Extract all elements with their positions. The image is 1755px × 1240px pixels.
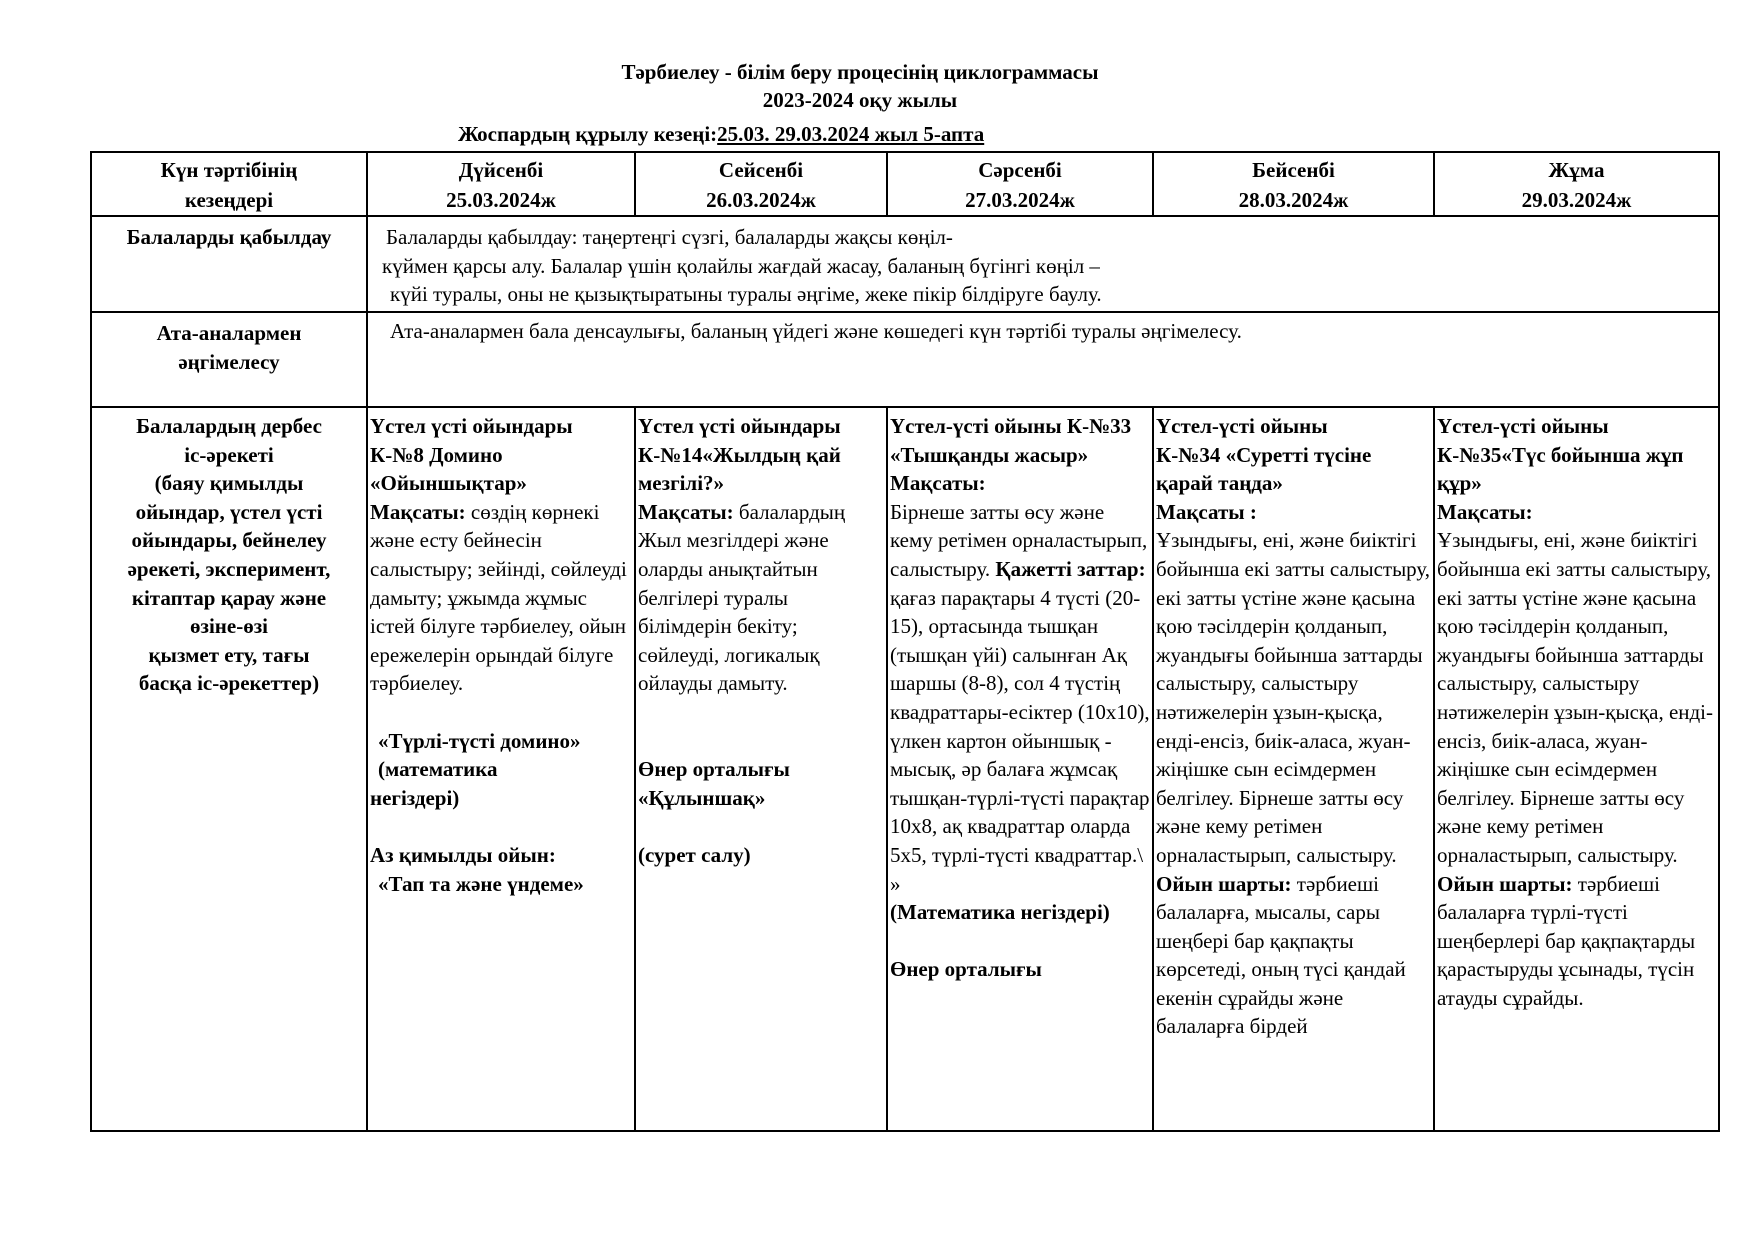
- column-header-monday: [367, 152, 635, 216]
- rules-label: Ойын шарты:: [1437, 871, 1573, 896]
- day-date: 29.03.2024ж: [1521, 188, 1632, 212]
- academic-year: 2023-2024 оқу жылы: [762, 88, 958, 112]
- activity-goal: [890, 498, 1150, 898]
- activity-name: «Ойыншықтар»: [370, 471, 527, 496]
- column-header-thursday: [1153, 152, 1434, 216]
- low-mobility-game-name: «Тап та және үндеме»: [378, 871, 584, 896]
- tuesday-activity: [635, 407, 887, 1131]
- row-label-line: Балалардың дербес: [136, 414, 322, 438]
- plan-period: [458, 120, 984, 148]
- text-line: күйі туралы, оны не қызықтыратыны туралы әңгіме, жеке пікір білдіруге баулу.: [390, 282, 1102, 307]
- art-center-label: Өнер орталығы: [890, 957, 1042, 982]
- column-header-tuesday: [635, 152, 887, 216]
- materials-text: қағаз парақтары 4 түсті (20-15), ортасында тышқан (тышқан үйі) салынған Ақ шаршы (8-8), сол 4 түстің квадраттары-есіктер (10х10), үлкен картон ойыншық - мысық, әр балаға жұмсақ тышқан-түрлі-түсті парақтар 10х8, ақ квадраттар оларда 5х5, түрлі-түсті квадраттар.\ »: [890, 585, 1150, 896]
- activity-title: Үстел-үсті ойыны: [1437, 414, 1609, 438]
- activity-title: Үстел-үсті ойыны К-№33: [890, 414, 1132, 438]
- day-name: Сәрсенбі: [978, 158, 1062, 182]
- row-label-line: ойындары, бейнелеу: [131, 528, 327, 553]
- column-header-friday: [1434, 152, 1719, 216]
- row-label-line: іс-әрекеті: [184, 442, 274, 467]
- row-label-line: Ата-аналармен: [156, 321, 302, 345]
- row-label-line: кітаптар қарау және: [131, 585, 327, 610]
- low-mobility-game-label: Аз қимылды ойын:: [370, 842, 556, 867]
- art-center-name: «Құлыншақ»: [638, 785, 766, 810]
- day-date: 26.03.2024ж: [706, 188, 816, 212]
- goal-text: балалардың Жыл мезгілдері және оларды анықтайтын белгілері туралы білімдерін бекіту; сөйлеуді, логикалық ойлауды дамыту.: [638, 499, 846, 696]
- day-name: Жұма: [1548, 158, 1605, 182]
- art-center-label: Өнер орталығы: [638, 757, 790, 782]
- table-row-reception: [91, 216, 1719, 312]
- monday-activity: [367, 407, 635, 1131]
- activity-name: К-№35«Түс бойынша жұп құр»: [1437, 442, 1684, 496]
- column-header-stages: [91, 152, 367, 216]
- column-header-wednesday: [887, 152, 1153, 216]
- row-label-line: ойындар, үстел үсті: [135, 499, 323, 524]
- goal-text: Ұзындығы, ені, және биіктігі бойынша екі затты салыстыру, екі затты үстіне және қасына қою тәсілдерін қолданып, жуандығы бойынша заттарды салыстыру, салыстыру нәтижелерін ұзын-қысқа, енді-енсіз, биік-аласа, жуан-жіңішке сын есімдермен белгілеу. Бірнеше затты өсу және кему ретімен орналастырып, салыстыру.: [1437, 528, 1714, 867]
- row-label-line: (баяу қимылды: [154, 471, 304, 496]
- table-row-independent-activity: [91, 407, 1719, 1131]
- activity-name: К-№14«Жылдың қай мезгілі?»: [638, 442, 841, 496]
- row-label-reception: Балаларды қабылдау: [91, 216, 367, 312]
- rules-label: Ойын шарты:: [1156, 871, 1292, 896]
- thursday-activity: [1153, 407, 1434, 1131]
- goal-label: Мақсаты:: [890, 471, 986, 496]
- row-label-line: әрекеті, эксперимент,: [127, 556, 331, 581]
- game-title: «Түрлі-түсті домино»: [378, 728, 581, 753]
- column-header-label: Күн тәртібінің: [160, 158, 298, 182]
- column-header-label: кезеңдері: [184, 188, 274, 212]
- day-name: Сейсенбі: [718, 158, 804, 182]
- day-date: 27.03.2024ж: [965, 188, 1075, 212]
- goal-text: сөздің көрнекі және есту бейнесін салыстыру; зейінді, сөйлеуді дамыту; ұжымда жұмыс істей білуге тәрбиелеу, ойын ережелерін орындай білуге тәрбиелеу.: [370, 499, 627, 696]
- cyclogram-table: [90, 151, 1720, 1132]
- friday-activity: [1434, 407, 1719, 1131]
- goal-label: Мақсаты:: [638, 499, 734, 524]
- activity-code: К-№8 Домино: [370, 442, 503, 467]
- reception-text: [367, 216, 1719, 312]
- goal-label: Мақсаты:: [370, 499, 466, 524]
- goal-label: Мақсаты:: [1437, 499, 1533, 524]
- text-line: Балаларды қабылдау: таңертеңгі сүзгі, балаларды жақсы көңіл-: [386, 225, 953, 249]
- activity-title: Үстел үсті ойындары: [370, 414, 573, 438]
- document-title: Тәрбиелеу - білім беру процесінің циклограммасы: [621, 60, 1099, 84]
- game-rules: [1156, 870, 1431, 1042]
- activity-title: Үстел үсті ойындары: [638, 414, 841, 438]
- document-header: [0, 58, 1720, 114]
- activity-name: «Тышқанды жасыр»: [890, 442, 1089, 467]
- rules-text: тәрбиеші балаларға, мысалы, сары шеңбері бар қақпақты көрсетеді, оның түсі қандай екенін сұрайды және балаларға бірдей: [1156, 871, 1406, 1039]
- activity-name: К-№34 «Суретті түсіне қарай таңда»: [1156, 442, 1372, 496]
- wednesday-activity: [887, 407, 1153, 1131]
- table-row-parents: [91, 312, 1719, 407]
- period-label: Жоспардың құрылу кезеңі:: [458, 122, 718, 146]
- game-subject: негіздері): [370, 785, 460, 810]
- row-label-parents: [91, 312, 367, 407]
- row-label-line: қызмет ету, тағы: [148, 642, 310, 667]
- materials-label: Қажетті заттар:: [995, 556, 1146, 581]
- art-activity: (сурет салу): [638, 842, 751, 867]
- activity-goal: [370, 498, 632, 698]
- table-header-row: [91, 152, 1719, 216]
- activity-goal: [638, 498, 884, 698]
- period-value: 25.03. 29.03.2024 жыл 5-апта: [717, 122, 985, 146]
- goal-text: Ұзындығы, ені, және биіктігі бойынша екі затты салыстыру, екі затты үстіне және қасына қою тәсілдерін қолданып, жуандығы бойынша заттарды салыстыру, салыстыру нәтижелерін ұзын-қысқа, енді-енсіз, биік-аласа, жуан-жіңішке сын есімдермен белгілеу. Бірнеше затты өсу және кему ретімен орналастырып, салыстыру.: [1156, 528, 1431, 867]
- day-date: 28.03.2024ж: [1238, 188, 1349, 212]
- text-line: күймен қарсы алу. Балалар үшін қолайлы жағдай жасау, баланың бүгінгі көңіл –: [382, 253, 1100, 278]
- row-label-activity: [91, 407, 367, 1131]
- rules-text: тәрбиеші балаларға түрлі-түсті шеңберлері бар қақпақтарды қарастыруды ұсынады, түсін атауды сұрайды.: [1437, 871, 1696, 1010]
- day-name: Бейсенбі: [1252, 158, 1335, 182]
- subject-label: (Математика негіздері): [890, 900, 1110, 925]
- parents-text: Ата-аналармен бала денсаулығы, баланың үйдегі және көшедегі күн тәртібі туралы әңгімелесу.: [367, 312, 1719, 407]
- day-name: Дүйсенбі: [458, 158, 544, 182]
- game-subject: (математика: [378, 757, 498, 782]
- activity-goal: [1437, 526, 1716, 1012]
- goal-text: Бірнеше затты өсу және кему ретімен орналастырып, салыстыру.: [890, 499, 1148, 581]
- row-label-line: басқа іс-әрекеттер): [138, 671, 320, 696]
- row-label-line: әңгімелесу: [178, 349, 280, 374]
- activity-title: Үстел-үсті ойыны: [1156, 414, 1328, 438]
- day-date: 25.03.2024ж: [446, 188, 556, 212]
- goal-label: Мақсаты :: [1156, 499, 1257, 524]
- row-label-line: өзіне-өзі: [190, 614, 268, 639]
